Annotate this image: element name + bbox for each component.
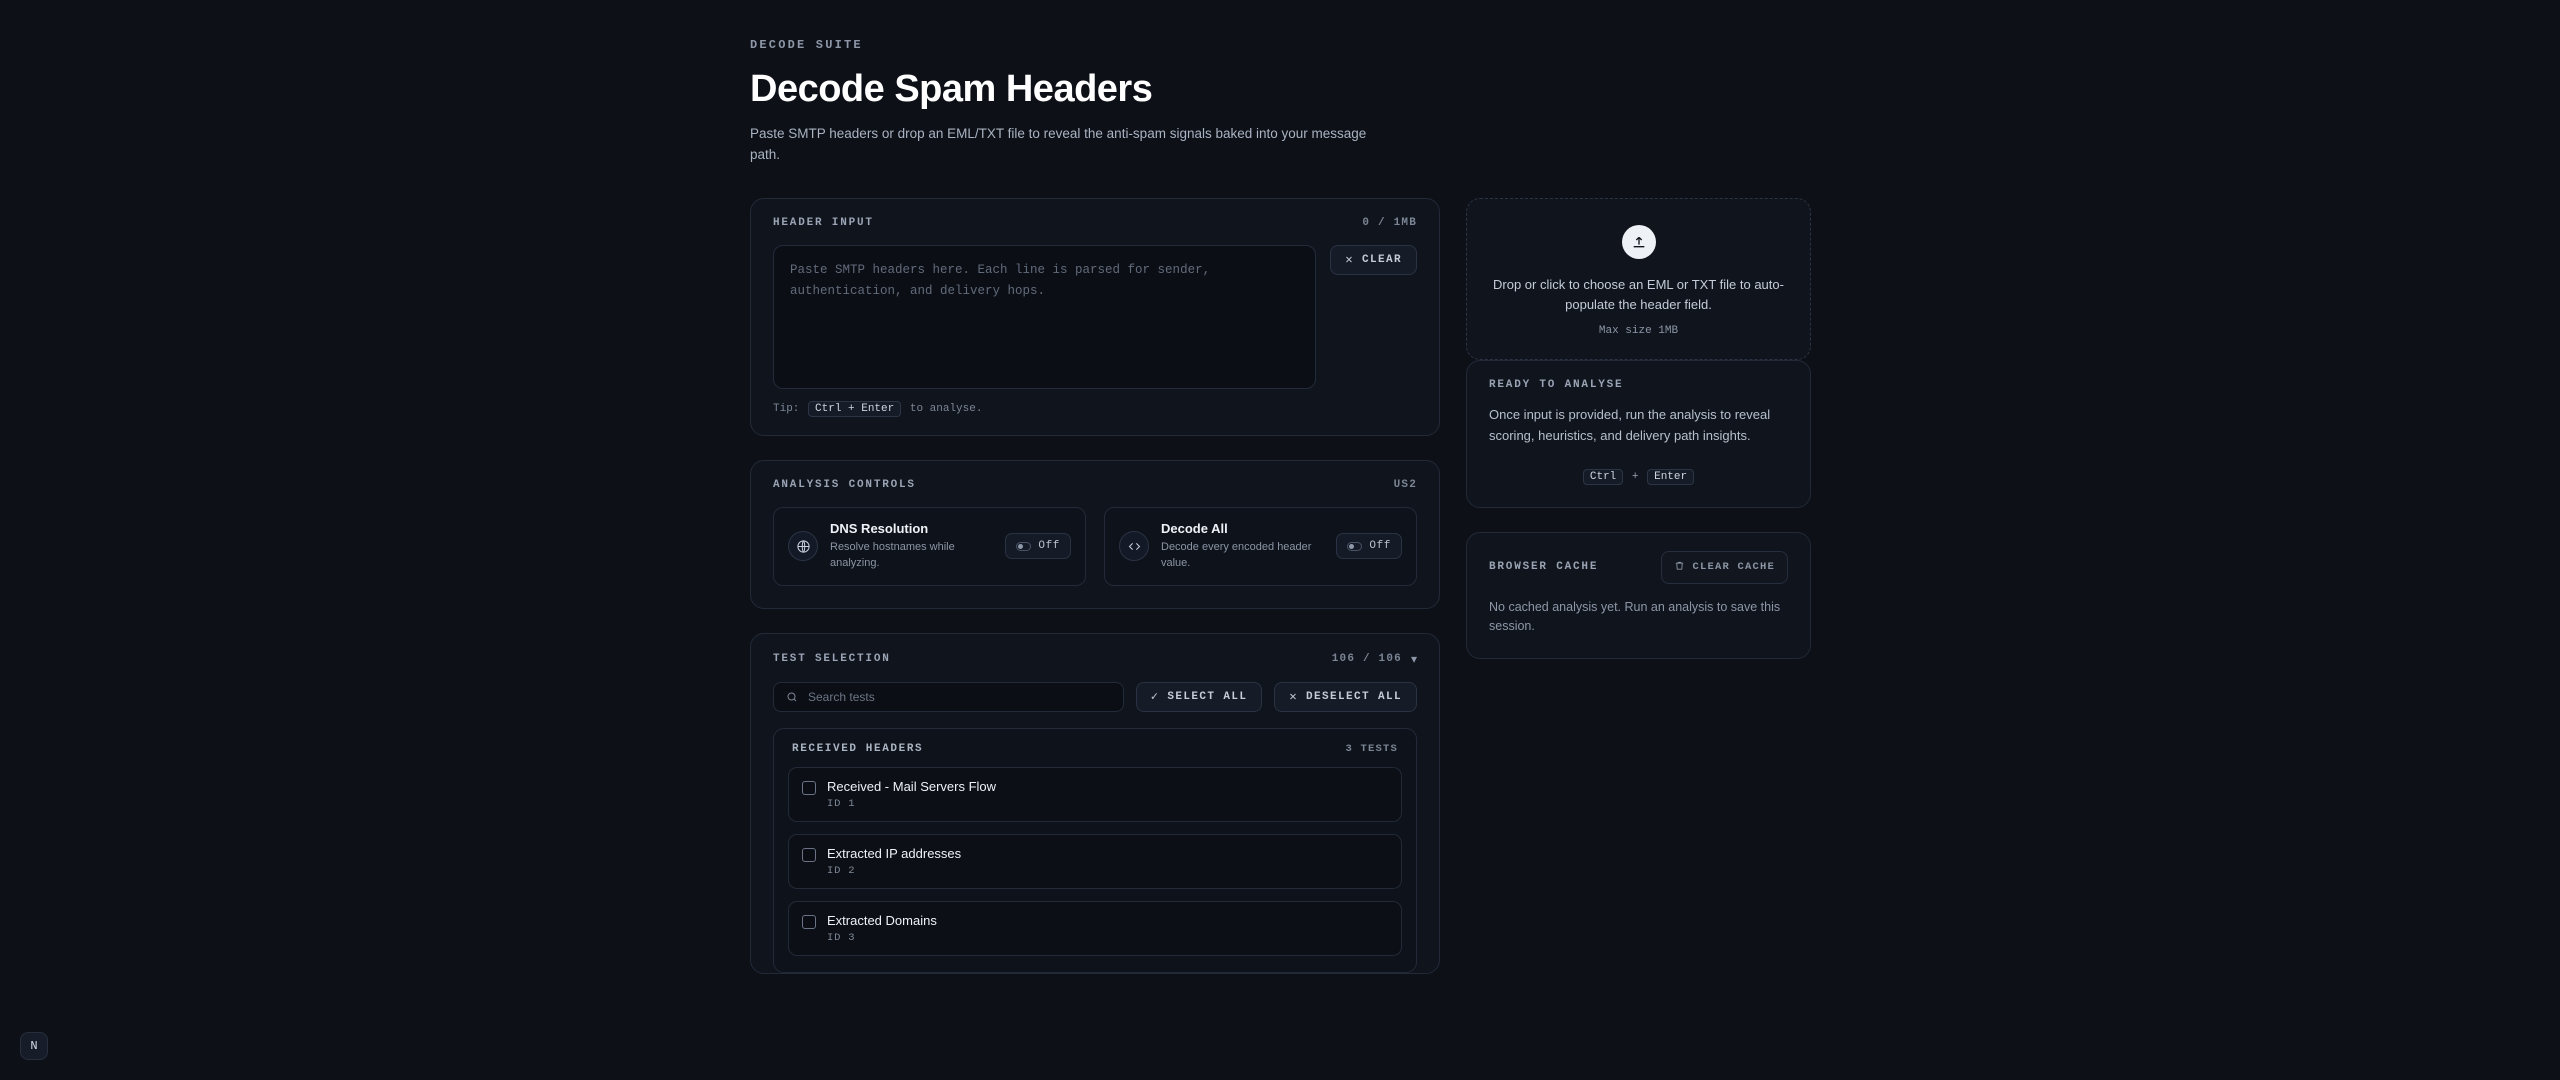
analysis-controls-meta: US2	[1393, 478, 1417, 491]
browser-cache-card	[1466, 532, 1811, 660]
checkbox-icon[interactable]	[802, 781, 816, 795]
clear-button[interactable]	[1330, 245, 1417, 275]
toggle-dns-state: Off	[1038, 540, 1060, 553]
clear-cache-label: CLEAR CACHE	[1692, 561, 1775, 574]
analysis-controls-label: ANALYSIS CONTROLS	[773, 478, 916, 491]
select-all-button[interactable]	[1136, 682, 1263, 712]
tip-shortcut: Ctrl + Enter	[808, 401, 901, 417]
test-row-body	[827, 913, 937, 944]
test-row-id: ID 3	[827, 931, 856, 944]
toggle-decode-desc: Decode every encoded header value.	[1161, 540, 1312, 569]
test-selection-tools	[751, 666, 1439, 712]
test-selection-count: 106 / 106	[1331, 652, 1402, 665]
close-icon: ✕	[1345, 252, 1354, 267]
ready-panel-shortcut	[1489, 469, 1788, 485]
header-input-tip	[751, 389, 1439, 435]
search-tests-input[interactable]	[806, 689, 1111, 705]
toggle-dns-body	[830, 521, 993, 572]
toggle-switch-icon	[1016, 542, 1031, 551]
test-selection-label: TEST SELECTION	[773, 652, 891, 665]
deselect-all-button[interactable]	[1274, 682, 1417, 712]
toggle-decode-switch[interactable]	[1336, 533, 1402, 559]
close-icon: ✕	[1289, 689, 1298, 704]
checkbox-icon[interactable]	[802, 915, 816, 929]
toggle-dns-desc: Resolve hostnames while analyzing.	[830, 540, 955, 569]
browser-cache-title: BROWSER CACHE	[1489, 561, 1599, 574]
test-selection-card	[750, 633, 1440, 974]
ready-panel-body: Once input is provided, run the analysis to reveal scoring, heuristics, and delivery path insights.	[1489, 407, 1771, 443]
dropzone-text: Drop or click to choose an EML or TXT file to auto-populate the header field.	[1493, 276, 1784, 312]
side-column	[1466, 198, 1811, 974]
ready-panel-title: READY TO ANALYSE	[1489, 379, 1624, 392]
select-all-label: SELECT ALL	[1167, 690, 1248, 703]
tip-prefix: Tip:	[773, 402, 800, 415]
toggle-decode-body	[1161, 521, 1324, 572]
test-row[interactable]	[788, 834, 1402, 889]
main-column	[750, 198, 1440, 974]
trash-icon	[1674, 560, 1685, 575]
dropzone-max-size: Max size 1MB	[1598, 325, 1679, 338]
analysis-controls-head	[751, 461, 1439, 491]
header-input-label: HEADER INPUT	[773, 216, 874, 229]
toggle-dns-switch[interactable]	[1005, 533, 1071, 559]
header-input-card	[750, 198, 1440, 436]
deselect-all-label: DESELECT ALL	[1305, 690, 1402, 703]
file-dropzone[interactable]	[1466, 198, 1811, 360]
check-icon: ✓	[1150, 689, 1160, 704]
clear-cache-button[interactable]	[1661, 551, 1788, 584]
test-row-id: ID 2	[827, 864, 856, 877]
key-enter: Enter	[1647, 469, 1694, 485]
checkbox-icon[interactable]	[802, 848, 816, 862]
test-group-count: 3 TESTS	[1345, 742, 1398, 755]
ready-to-analyse-card	[1466, 360, 1811, 508]
upload-icon	[1622, 225, 1656, 259]
header-input-textarea[interactable]	[773, 245, 1316, 389]
main-columns	[750, 198, 1830, 974]
key-ctrl: Ctrl	[1583, 469, 1623, 485]
test-row-body	[827, 779, 996, 810]
chevron-down-icon[interactable]: ▾	[1410, 651, 1417, 666]
header-input-counter: 0 / 1MB	[1362, 216, 1417, 229]
globe-icon	[788, 531, 818, 561]
test-row-body	[827, 846, 961, 877]
test-row-name: Extracted IP addresses	[827, 845, 962, 861]
key-plus: +	[1631, 470, 1639, 483]
search-icon	[786, 691, 798, 703]
browser-cache-head	[1489, 551, 1788, 584]
header-input-row	[751, 229, 1439, 389]
test-group-head	[788, 743, 1402, 755]
test-selection-head-right	[1332, 652, 1417, 666]
toggle-card-dns-resolution[interactable]	[773, 507, 1086, 586]
corner-badge[interactable]: N	[20, 1032, 48, 1060]
toggle-list	[751, 491, 1439, 608]
tip-suffix: to analyse.	[909, 402, 983, 415]
header-input-card-head	[751, 199, 1439, 229]
analysis-controls-card	[750, 460, 1440, 609]
code-icon	[1119, 531, 1149, 561]
test-row[interactable]	[788, 901, 1402, 956]
test-group-received-headers	[773, 728, 1417, 973]
page-title: Decode Spam Headers	[750, 68, 1153, 110]
test-selection-head	[751, 634, 1439, 666]
toggle-card-decode-all[interactable]	[1104, 507, 1417, 586]
browser-cache-note: No cached analysis yet. Run an analysis to save this session.	[1489, 599, 1781, 634]
toggle-decode-title: Decode All	[1161, 520, 1228, 536]
test-group-title: RECEIVED HEADERS	[792, 742, 924, 755]
page-subtitle: Paste SMTP headers or drop an EML/TXT file to reveal the anti-spam signals baked into your message path.	[750, 126, 1367, 162]
eyebrow-label: DECODE SUITE	[750, 38, 863, 52]
test-row-name: Received - Mail Servers Flow	[827, 778, 997, 794]
toggle-switch-icon	[1347, 542, 1362, 551]
test-row[interactable]	[788, 767, 1402, 822]
test-row-name: Extracted Domains	[827, 912, 937, 928]
toggle-dns-title: DNS Resolution	[830, 520, 929, 536]
test-row-id: ID 1	[827, 797, 856, 810]
toggle-decode-state: Off	[1369, 540, 1391, 553]
search-tests-wrapper[interactable]	[773, 682, 1124, 712]
page-content	[750, 0, 1830, 974]
clear-button-label: CLEAR	[1361, 253, 1402, 266]
